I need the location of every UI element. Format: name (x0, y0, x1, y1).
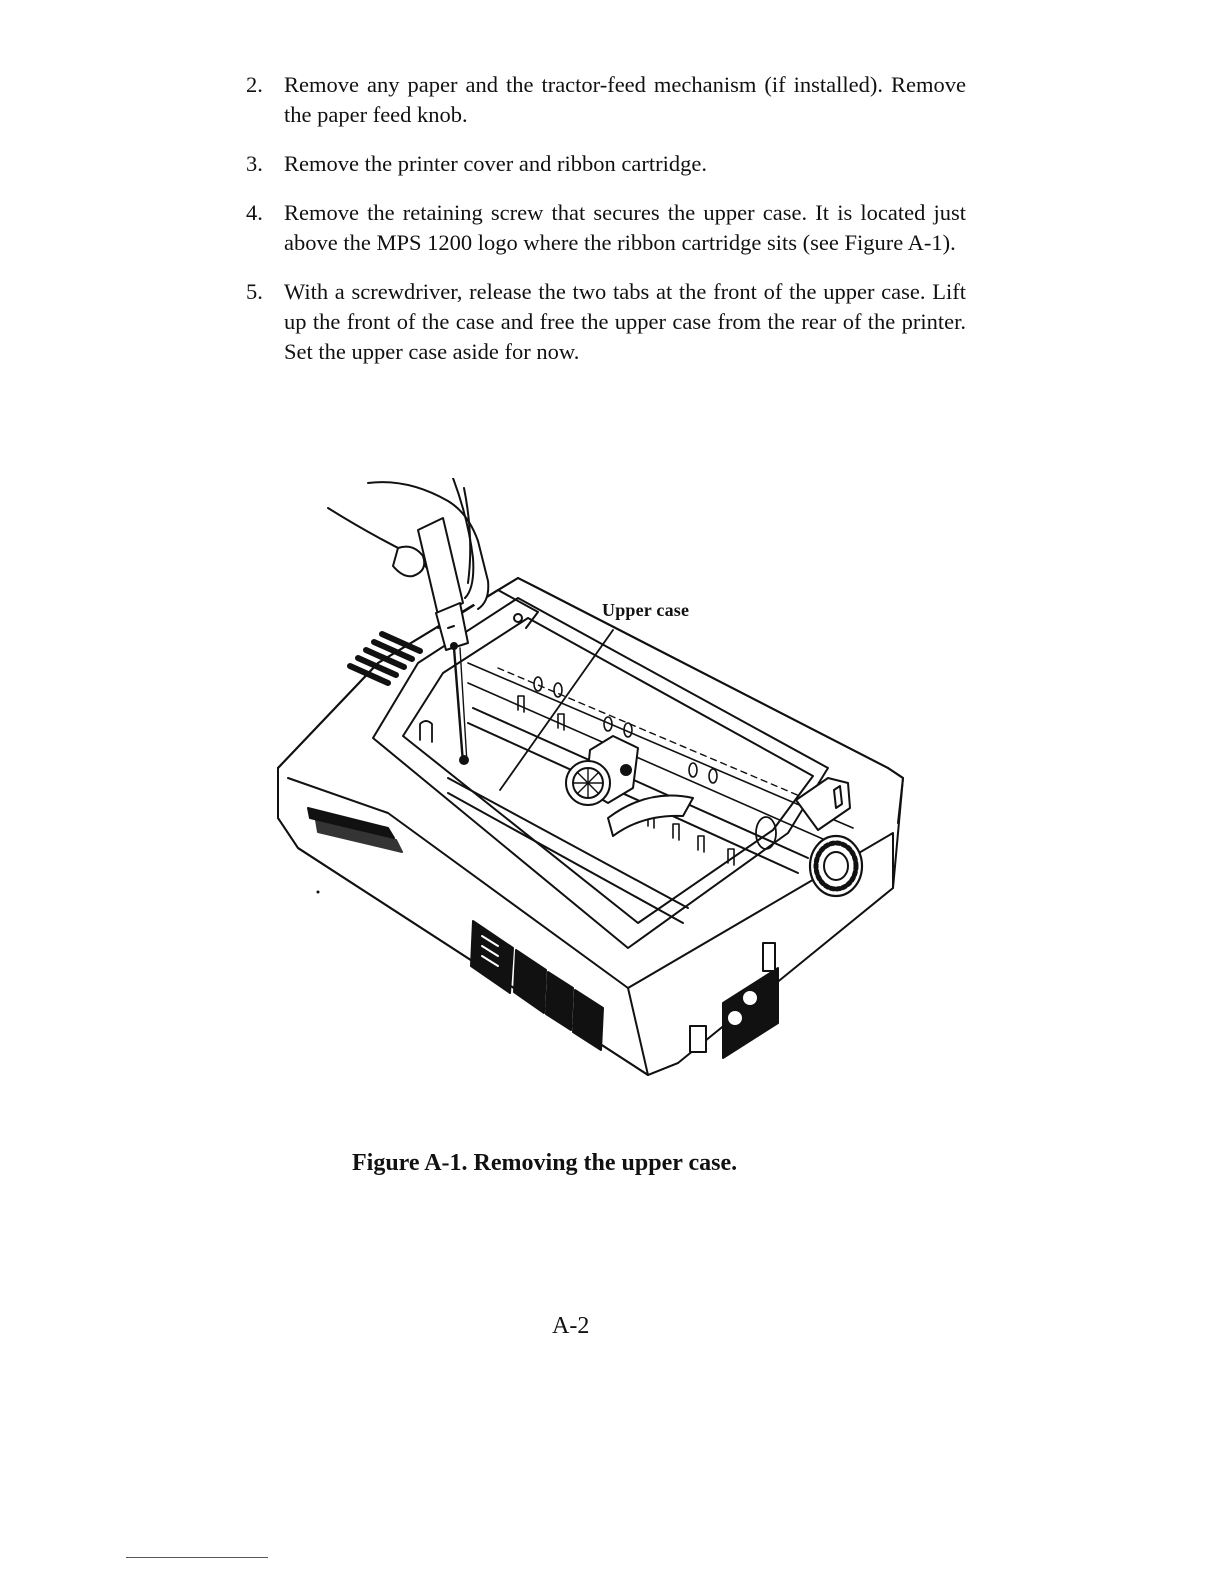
step-text: Remove the printer cover and ribbon cartridge. (284, 151, 707, 176)
step-number: 4. (246, 200, 263, 225)
page-number: A-2 (552, 1313, 590, 1339)
footer-rule (126, 1557, 268, 1558)
upper-case-callout: Upper case (602, 600, 690, 620)
step-text: With a screwdriver, release the two tabs at the front of the upper case. Lift up the front of the case and free the upper case from the rear of the printer. Set the upper case aside for now. (284, 279, 966, 364)
step-5 (246, 277, 966, 367)
step-2 (246, 70, 966, 130)
step-number: 2. (246, 72, 263, 97)
paper-feed-knob-icon (810, 836, 862, 896)
figure-caption: Figure A-1. Removing the upper case. (352, 1150, 738, 1176)
printer-illustration (268, 478, 918, 1088)
step-text: Remove the retaining screw that secures the upper case. It is located just above the MPS 1200 logo where the ribbon cartridge sits (see Figure A-1). (284, 200, 966, 255)
step-text: Remove any paper and the tractor-feed mechanism (if installed). Remove the paper feed knob. (284, 72, 966, 127)
step-4 (246, 198, 966, 258)
step-number: 3. (246, 151, 263, 176)
step-number: 5. (246, 279, 263, 304)
step-3 (246, 149, 966, 179)
instruction-steps (246, 70, 966, 386)
